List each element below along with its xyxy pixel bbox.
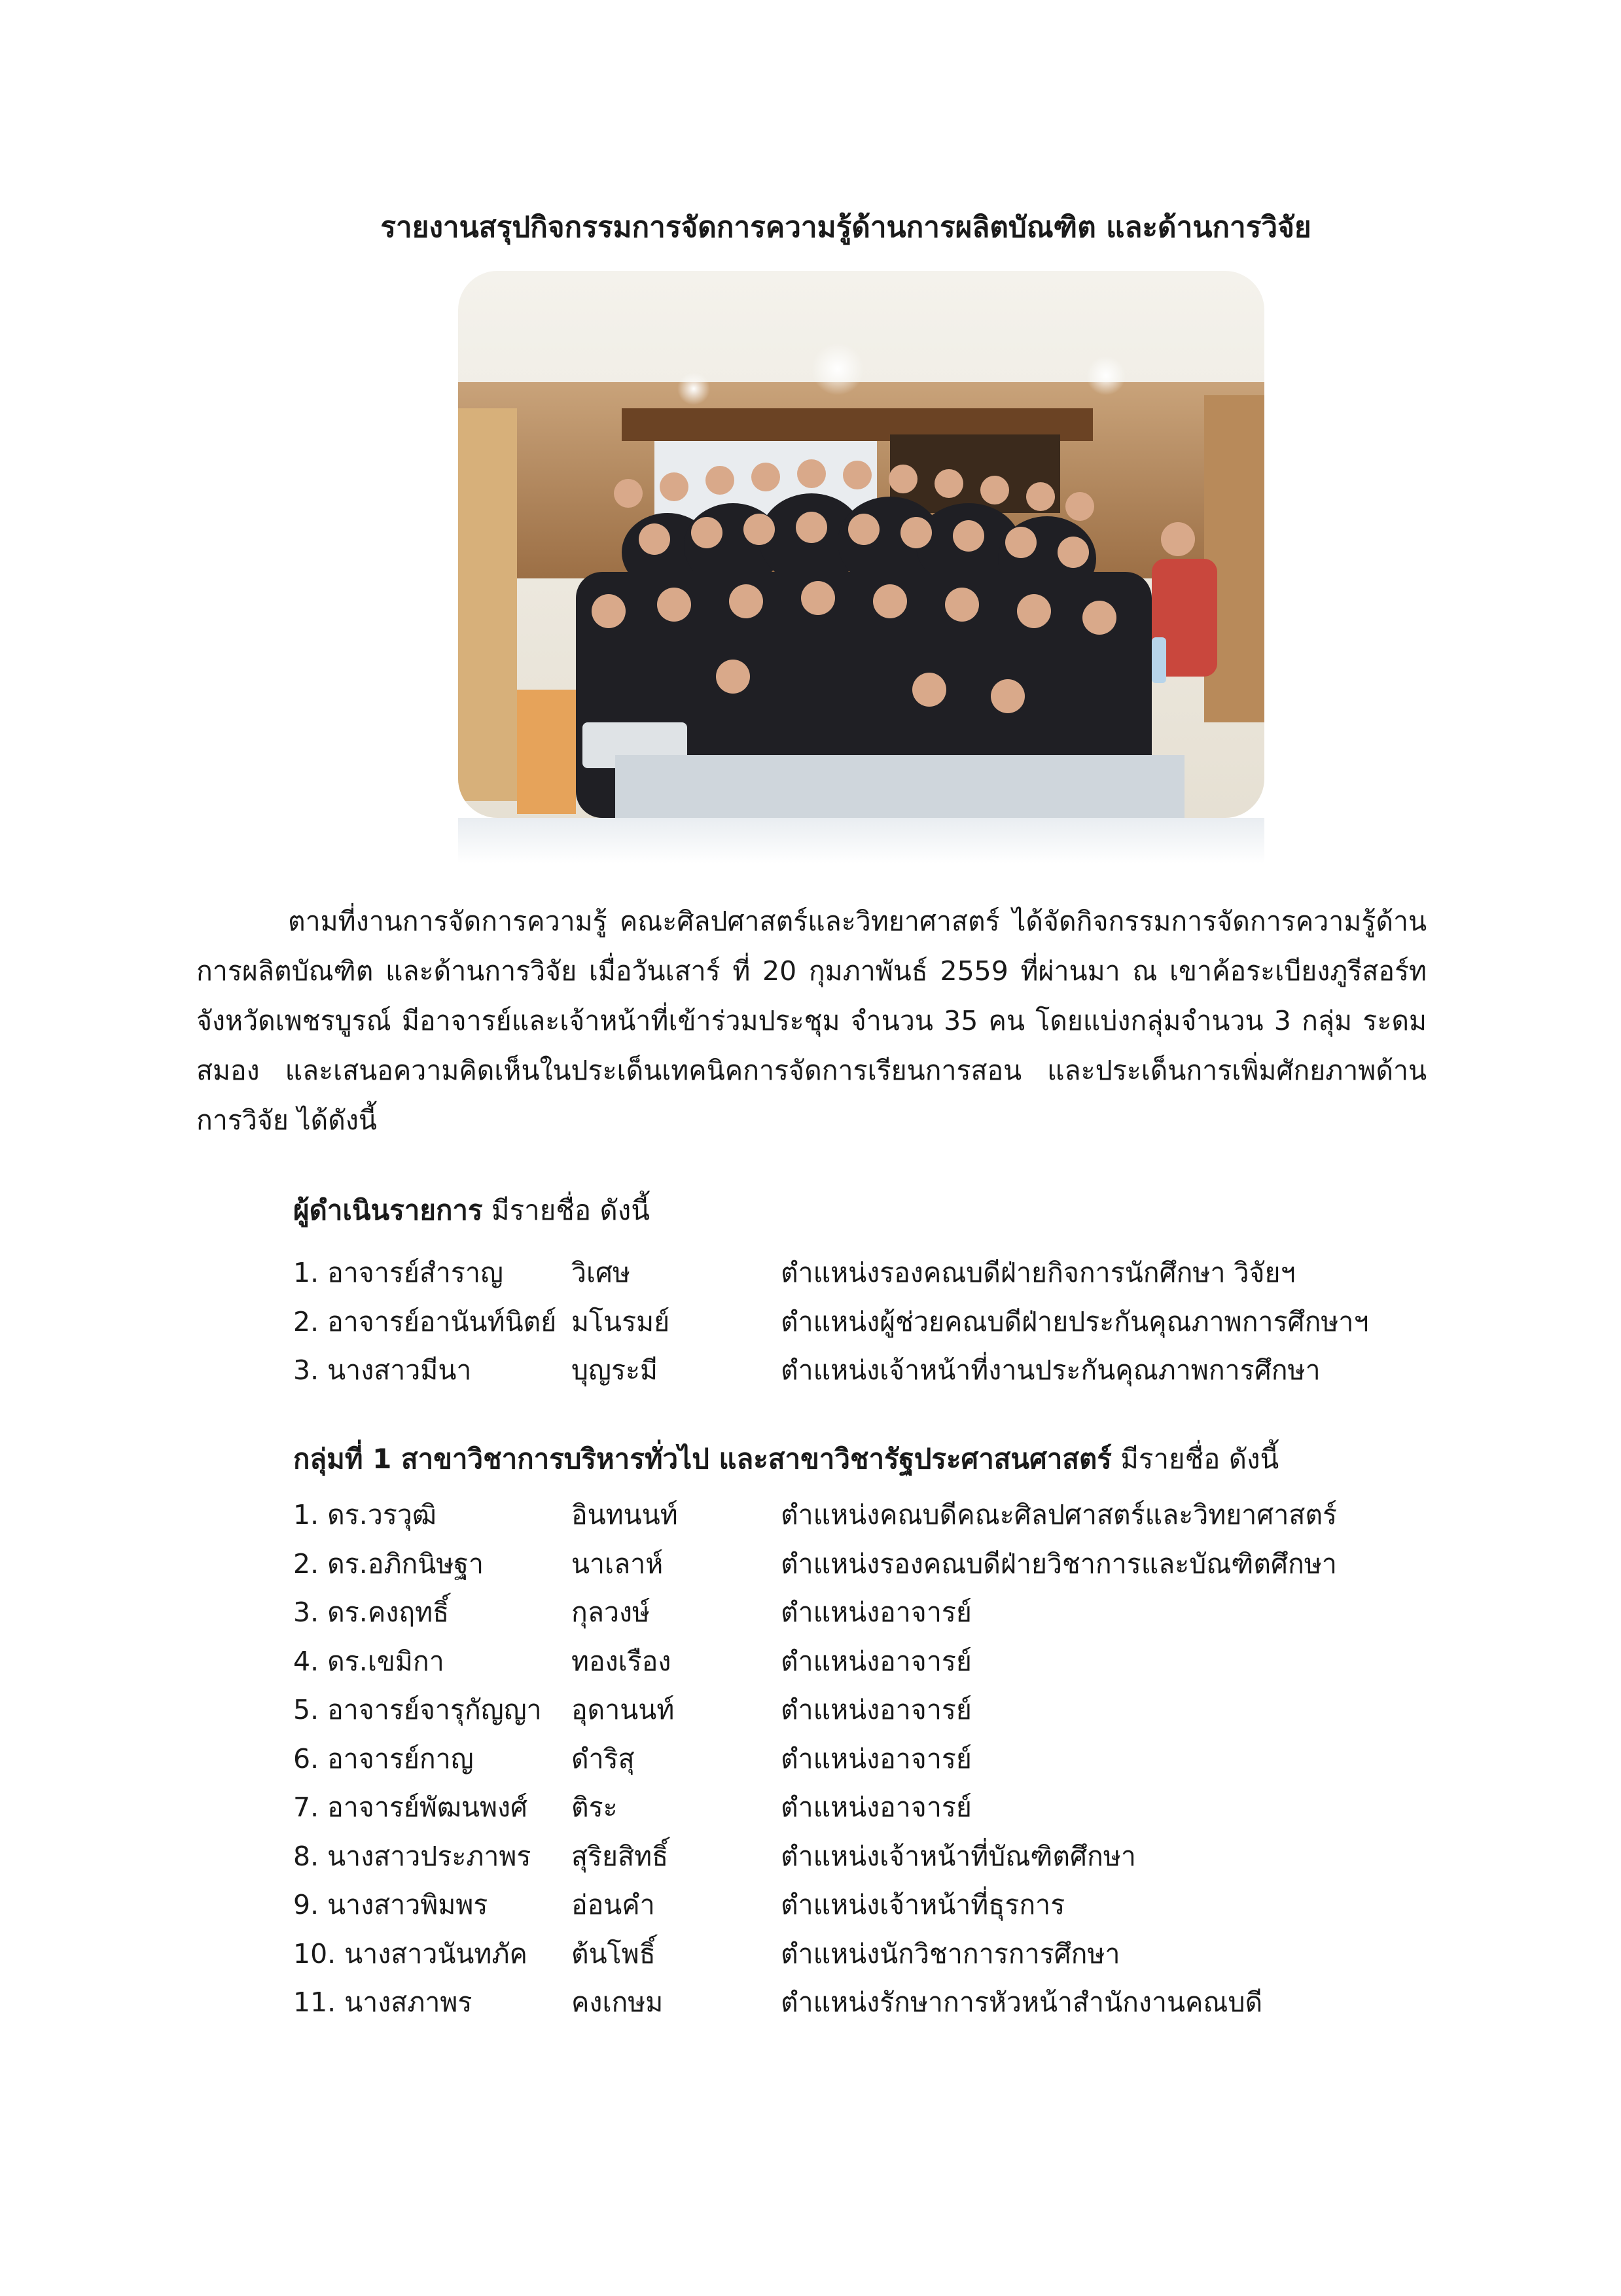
- member-position: ตำแหน่งอาจารย์: [781, 1742, 972, 1775]
- group1-list: [293, 1491, 1471, 2027]
- document-title: รายงานสรุปกิจกรรมการจัดการความรู้ด้านการผลิตบัณฑิต และด้านการวิจัย: [380, 211, 1311, 244]
- list-item: [293, 1298, 1471, 1347]
- member-name: 8. นางสาวประภาพร: [293, 1840, 531, 1872]
- member-surname: สุริยสิทธิ์: [571, 1840, 669, 1872]
- member-name: 1. อาจารย์สำราญ: [293, 1257, 503, 1288]
- member-position: ตำแหน่งรองคณบดีฝ่ายวิชาการและบัณฑิตศึกษา: [781, 1547, 1337, 1580]
- member-surname: ติระ: [571, 1792, 618, 1823]
- list-item: [293, 1881, 1471, 1930]
- member-surname: อุดานนท์: [571, 1694, 675, 1725]
- list-item: [293, 1491, 1471, 1540]
- member-position: ตำแหน่งเจ้าหน้าที่ธุรการ: [781, 1889, 1065, 1920]
- member-position: ตำแหน่งคณบดีคณะศิลปศาสตร์และวิทยาศาสตร์: [781, 1499, 1338, 1530]
- list-item: [293, 1248, 1471, 1298]
- member-surname: อินทนนท์: [571, 1499, 678, 1530]
- member-surname: คงเกษม: [571, 1987, 664, 2018]
- member-surname: อ่อนคำ: [571, 1889, 655, 1920]
- group1-heading-bold: กลุ่มที่ 1 สาขาวิชาการบริหารทั่วไป และสาขาวิชารัฐประศาสนศาสตร์: [293, 1443, 1112, 1475]
- member-position: ตำแหน่งนักวิชาการการศึกษา: [781, 1937, 1120, 1969]
- member-name: 2. อาจารย์อานันท์นิตย์: [293, 1305, 557, 1337]
- member-name: 11. นางสภาพร: [293, 1987, 472, 2018]
- member-position: ตำแหน่งรักษาการหัวหน้าสำนักงานคณบดี: [781, 1987, 1263, 2018]
- member-surname: มโนรมย์: [571, 1305, 670, 1337]
- list-item: [293, 1978, 1471, 2027]
- list-item: [293, 1686, 1471, 1735]
- organizers-heading-rest: มีรายชื่อ ดังนี้: [482, 1194, 650, 1226]
- list-item: [293, 1346, 1471, 1395]
- group-photo-illustration: [458, 271, 1264, 818]
- member-name: 10. นางสาวนันทภัค: [293, 1937, 527, 1969]
- member-name: 1. ดร.วรวุฒิ: [293, 1499, 436, 1530]
- member-name: 9. นางสาวพิมพร: [293, 1889, 488, 1920]
- member-position: ตำแหน่งอาจารย์: [781, 1597, 972, 1628]
- member-name: 3. นางสาวมีนา: [293, 1354, 472, 1386]
- group1-heading-rest: มีรายชื่อ ดังนี้: [1111, 1443, 1279, 1475]
- photo-reflection: [458, 818, 1264, 864]
- list-item: [293, 1588, 1471, 1637]
- member-position: ตำแหน่งรองคณบดีฝ่ายกิจการนักศึกษา วิจัยฯ: [781, 1257, 1296, 1288]
- group1-heading: [293, 1439, 1279, 1479]
- intro-paragraph-text: ตามที่งานการจัดการความรู้ คณะศิลปศาสตร์และวิทยาศาสตร์ ได้จัดกิจกรรมการจัดการความรู้ด้านการผลิตบัณฑิต และด้านการวิจัย เมื่อวันเสาร์ ที่ 20 กุมภาพันธ์ 2559 ที่ผ่านมา ณ เขาค้อระเบียงภูรีสอร์ท จังหวัดเพชรบูรณ์ มีอาจารย์และเจ้าหน้าที่เข้าร่วมประชุม จำนวน 35 คน โดยแบ่งกลุ่มจำนวน 3 กลุ่ม ระดมสมอง และเสนอความคิดเห็นในประเด็นเทคนิคการจัดการเรียนการสอน และประเด็นการเพิ่มศักยภาพด้านการวิจัย ได้ดังนี้: [196, 906, 1427, 1136]
- organizers-list: [293, 1248, 1471, 1395]
- list-item: [293, 1930, 1471, 1979]
- member-surname: ทองเรือง: [571, 1645, 671, 1677]
- list-item: [293, 1832, 1471, 1881]
- member-surname: ต้นโพธิ์: [571, 1937, 656, 1969]
- member-surname: นาเลาห์: [571, 1547, 664, 1580]
- organizers-heading-bold: ผู้ดำเนินรายการ: [293, 1194, 483, 1226]
- member-position: ตำแหน่งเจ้าหน้าที่บัณฑิตศึกษา: [781, 1840, 1136, 1872]
- organizers-heading: [293, 1191, 650, 1230]
- member-position: ตำแหน่งผู้ช่วยคณบดีฝ่ายประกันคุณภาพการศึกษาฯ: [781, 1305, 1369, 1337]
- member-name: 2. ดร.อภิกนิษฐา: [293, 1547, 484, 1580]
- member-name: 3. ดร.คงฤทธิ์: [293, 1597, 450, 1628]
- member-name: 7. อาจารย์พัฒนพงศ์: [293, 1792, 528, 1823]
- group-photo: [458, 271, 1264, 818]
- member-surname: วิเศษ: [571, 1257, 631, 1288]
- member-position: ตำแหน่งเจ้าหน้าที่งานประกันคุณภาพการศึกษา: [781, 1354, 1321, 1386]
- list-item: [293, 1540, 1471, 1589]
- member-surname: ดำริสุ: [571, 1742, 635, 1775]
- member-name: 6. อาจารย์กาญ: [293, 1742, 474, 1775]
- member-surname: กุลวงษ์: [571, 1597, 650, 1628]
- list-item: [293, 1637, 1471, 1686]
- list-item: [293, 1783, 1471, 1832]
- member-surname: บุญระมี: [571, 1354, 658, 1386]
- list-item: [293, 1735, 1471, 1784]
- intro-paragraph: [196, 896, 1427, 1145]
- member-position: ตำแหน่งอาจารย์: [781, 1694, 972, 1725]
- member-position: ตำแหน่งอาจารย์: [781, 1645, 972, 1677]
- member-name: 4. ดร.เขมิกา: [293, 1645, 444, 1677]
- member-position: ตำแหน่งอาจารย์: [781, 1792, 972, 1823]
- member-name: 5. อาจารย์จารุกัญญา: [293, 1694, 542, 1725]
